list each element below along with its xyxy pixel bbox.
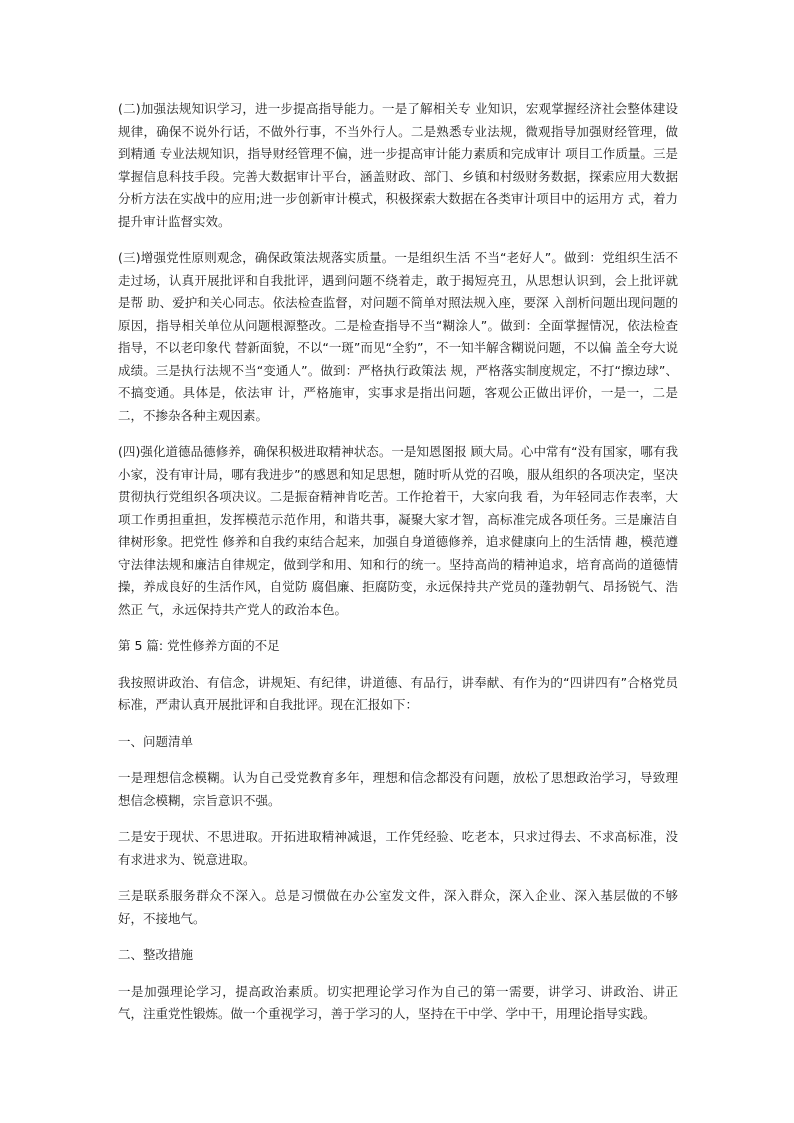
- paragraph-intro-report: 我按照讲政治、有信念，讲规矩、有纪律，讲道德、有品行，讲奉献、有作为的“四讲四有”合格党员标准，严肃认真开展批评和自我批评。现在汇报如下：: [118, 674, 678, 712]
- paragraph-problem-1: 一是理想信念模糊。认为自己受党教育多年，理想和信念都没有问题，放松了思想政治学习，导致理想信念模糊，宗旨意识不强。: [118, 770, 678, 808]
- heading-problem-list: 一、问题清单: [118, 733, 194, 749]
- paragraph-moral-cultivation: (四)强化道德品德修养，确保积极进取精神状态。一是知恩图报 顾大局。心中常有“没有国家，哪有我小家，没有审计局，哪有我进步”的感恩和知足思想，随时听从党的召唤，服从组织的各项决定，坚决 贯彻执行党组织各项决议。二是振奋精神肯吃苦。工作抢着干，大家向我 看，为年轻同志作表率，大项工作勇担重担，发挥模范示范作用，和谐共事，凝聚大家才智，高标准完成各项任务。三是廉洁自律树形象。把党性 修养和自我约束结合起来，加强自身道德修养，追求健康向上的生活情 趣，模范遵守法律法规和廉洁自律规定，做到学和用、知和行的统一。坚持高尚的精神追求，培育高尚的道德情操，养成良好的生活作风，自觉防 腐倡廉、拒腐防变，永远保持共产党员的蓬勃朝气、昂扬锐气、浩然正 气，永远保持共产党人的政治本色。: [118, 444, 678, 617]
- paragraph-problem-2: 二是安于现状、不思进取。开拓进取精神减退，工作凭经验、吃老本，只求过得去、不求高标准，没有求进求为、锐意进取。: [118, 829, 678, 867]
- paragraph-regulation-study: (二)加强法规知识学习，进一步提高指导能力。一是了解相关专 业知识，宏观掌握经济社会整体建设规律，确保不说外行话，不做外行事，不当外行人。二是熟悉专业法规，微观指导加强财经管理，做到精通 专业法规知识，指导财经管理不偏，进一步提高审计能力素质和完成审计 项目工作质量。三是掌握信息科技手段。完善大数据审计平台，涵盖财政、部门、乡镇和村级财务数据，探索应用大数据分析方法在实战中的应用;进一步创新审计模式，积极探索大数据在各类审计项目中的运用方 式，着力提升审计监督实效。: [118, 101, 678, 229]
- section-title-article-5: 第 5 篇: 党性修养方面的不足: [118, 638, 280, 653]
- paragraph-measure-1: 一是加强理论学习，提高政治素质。切实把理论学习作为自己的第一需要，讲学习、讲政治、讲正气，注重党性锻炼。做一个重视学习，善于学习的人，坚持在干中学、学中干，用理论指导实践。: [118, 983, 678, 1021]
- paragraph-party-principle: (三)增强党性原则观念，确保政策法规落实质量。一是组织生活 不当“老好人”。做到：党组织生活不走过场，认真开展批评和自我批评，遇到问题不绕着走，敢于揭短亮丑，从思想认识到，会上批评就是帮 助、爱护和关心同志。依法检查监督，对问题不简单对照法规入座，要深 入剖析问题出现问题的原因，指导相关单位从问题根源整改。二是检查指导不当“糊涂人”。做到：全面掌握情况，依法检查指导，不以老印象代 替新面貌，不以“一斑”而见“全豹”，不一知半解含糊说问题，不以偏 盖全夸大说成绩。三是执行法规不当“变通人”。做到：严格执行政策法 规，严格落实制度规定，不打“擦边球”、不搞变通。具体是，依法审 计，严格施审，实事求是指出问题，客观公正做出评价，一是一，二是二，不掺杂各种主观因素。: [118, 250, 678, 423]
- heading-rectification-measures: 二、整改措施: [118, 947, 194, 962]
- paragraph-problem-3: 三是联系服务群众不深入。总是习惯做在办公室发文件，深入群众，深入企业、深入基层做的不够好，不接地气。: [118, 888, 678, 926]
- document-body: [118, 98, 678, 1040]
